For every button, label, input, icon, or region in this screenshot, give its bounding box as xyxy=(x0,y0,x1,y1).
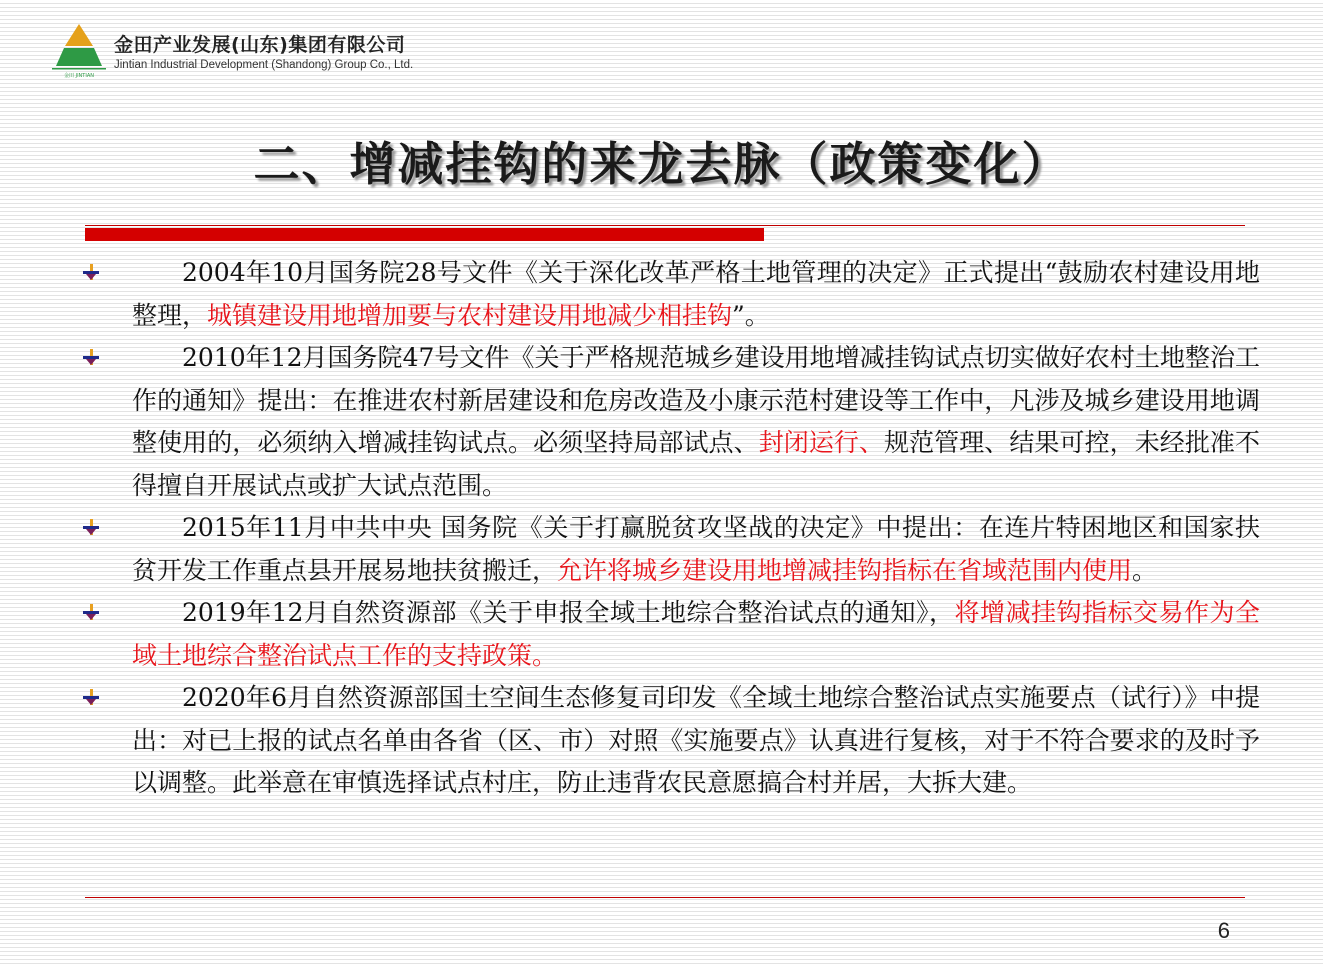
policy-list xyxy=(80,252,1260,805)
page-number: 6 xyxy=(1217,918,1230,943)
policy-text: 2010年12月国务院47号文件《关于严格规范城乡建设用地增减挂钩试点切实做好农村土地整治工作的通知》提出：在推进农村新居建设和危房改造及小康示范村建设等工作中，凡涉及城乡建设用地调整使用的，必须纳入增减挂钩试点。必须坚持局部试点、 xyxy=(132,343,1260,457)
slide-title: 二、增减挂钩的来龙去脉（政策变化） xyxy=(253,137,1070,191)
footer-divider-line xyxy=(85,897,1245,898)
policy-item-2004 xyxy=(80,252,1260,337)
title-divider-line xyxy=(85,225,1245,226)
policy-item-2010 xyxy=(80,337,1260,507)
policy-highlight: 将增减挂钩指标交易作为全域土地综合整治试点工作的支持政策。 xyxy=(132,598,1260,670)
policy-text-tail: 。 xyxy=(1132,555,1158,585)
policy-text: 2020年6月自然资源部国土空间生态修复司印发《全域土地综合整治试点实施要点（试行）》中提出：对已上报的试点名单由各省（区、市）对照《实施要点》认真进行复核，对于不符合要求的及时予以调整。此举意在审慎选择试点村庄，防止违背农民意愿搞合村并居，大拆大建。 xyxy=(132,683,1260,797)
policy-highlight: 允许将城乡建设用地增减挂钩指标在省域范围内使用 xyxy=(557,555,1133,585)
policy-text: 2004年10月国务院28号文件《关于深化改革严格土地管理的决定》正式提出“鼓励农村建设用地整理， xyxy=(132,258,1260,330)
company-logo-block xyxy=(50,22,470,82)
company-logo-icon xyxy=(50,22,108,78)
company-name-en: Jintian Industrial Development (Shandong) Group Co., Ltd. xyxy=(114,59,414,71)
policy-text: 2019年12月自然资源部《关于申报全域土地综合整治试点的通知》， xyxy=(182,598,955,627)
policy-text: 2015年11月中共中央 国务院《关于打赢脱贫攻坚战的决定》中提出：在连片特困地区和国家扶贫开发工作重点县开展易地扶贫搬迁， xyxy=(132,513,1260,585)
policy-highlight: 封闭运行、 xyxy=(758,428,885,457)
bullet-icon xyxy=(80,261,102,283)
policy-item-2015 xyxy=(80,507,1260,592)
bullet-icon xyxy=(80,601,102,623)
policy-text-tail: ”。 xyxy=(732,300,770,330)
bullet-icon xyxy=(80,686,102,708)
policy-item-2020 xyxy=(80,677,1260,805)
logo-caption: 金田 JINTIAN xyxy=(64,73,94,78)
company-name-cn: 金田产业发展(山东)集团有限公司 xyxy=(114,34,406,56)
policy-item-2019 xyxy=(80,592,1260,677)
bullet-icon xyxy=(80,346,102,368)
policy-highlight: 城镇建设用地增加要与农村建设用地减少相挂钩 xyxy=(207,300,733,330)
title-accent-bar xyxy=(85,228,764,241)
bullet-icon xyxy=(80,516,102,538)
policy-text-tail: 规范管理、结果可控，未经批准不得擅自开展试点或扩大试点范围。 xyxy=(132,428,1260,500)
